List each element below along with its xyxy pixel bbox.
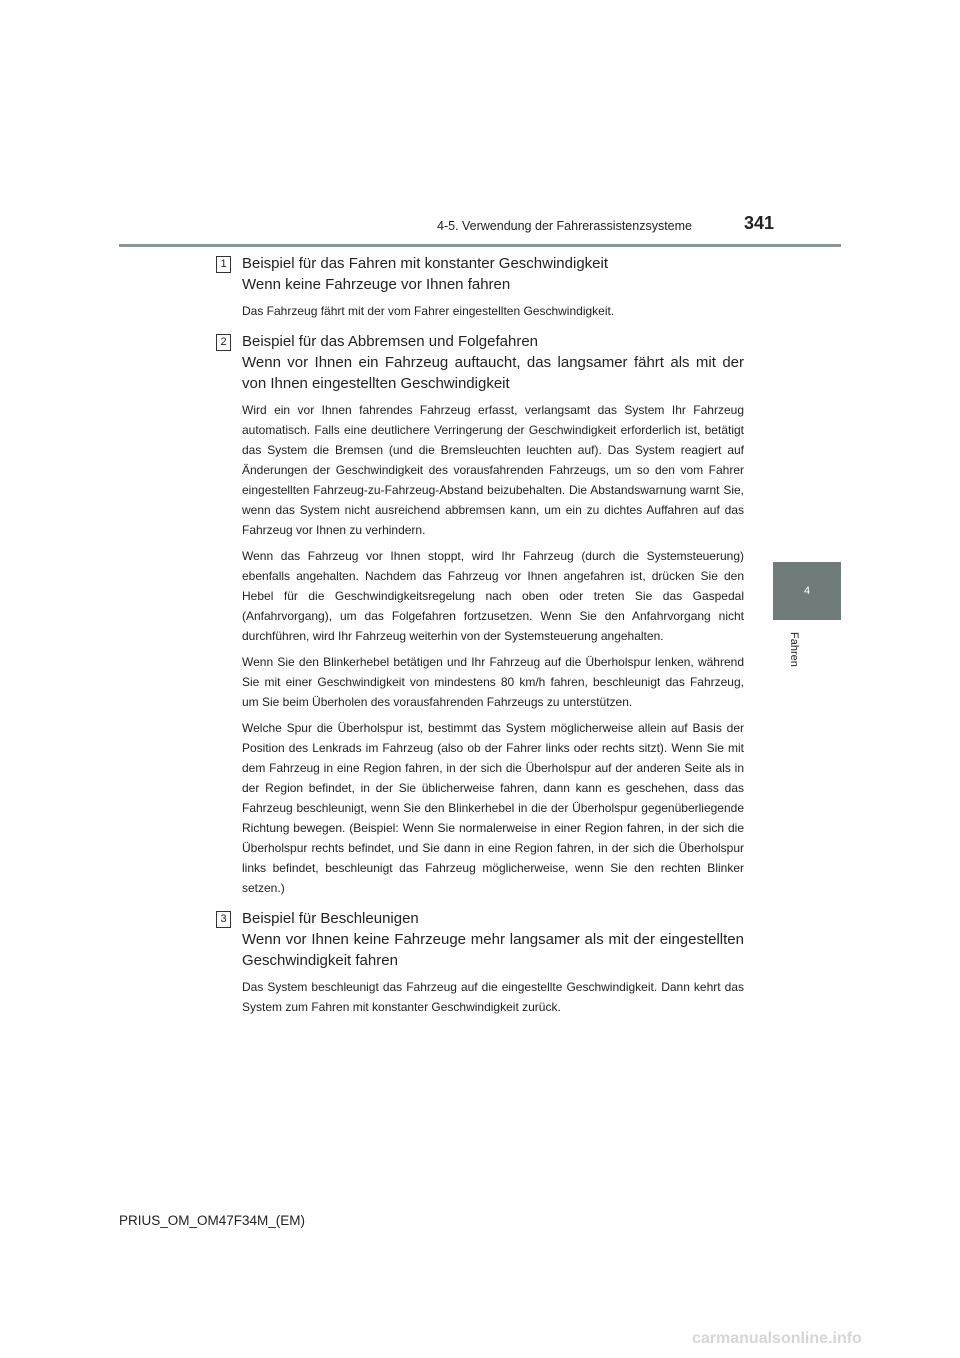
header-section-title: 4-5. Verwendung der Fahrerassistenzsysteme — [437, 219, 692, 233]
paragraph: Das System beschleunigt das Fahrzeug auf die eingestellte Geschwindigkeit. Dann kehrt das System zum Fahren mit konstanter Geschwindigkeit zurück. — [242, 980, 744, 1014]
section-heading: Beispiel für das Fahren mit konstanter Geschwindigkeit — [242, 255, 609, 272]
page-number: 341 — [744, 213, 775, 233]
section-subheading: Wenn vor Ihnen ein Fahrzeug auftaucht, das langsamer fährt als mit der von Ihnen eingestellten Geschwindigkeit — [242, 354, 744, 392]
header-divider — [119, 244, 841, 247]
section-number-badge: 3 — [216, 911, 231, 928]
section-number-badge: 1 — [216, 256, 231, 273]
paragraph: Welche Spur die Überholspur ist, bestimmt das System möglicherweise allein auf Basis der Position des Lenkrads im Fahrzeug (also ob der Fahrer links oder rechts sitzt). Wenn Sie mit dem Fahrzeug in eine Region fahren, in der sich die Überholspur auf der anderen Seite als in der Region befindet, in der Sie üblicherweise fahren, dann kann es geschehen, dass das Fahrzeug beschleunigt, wenn Sie den Blinkerhebel in die der Überholspur gegenüberliegende Richtung bewegen. (Beispiel: Wenn Sie normalerweise in einer Region fahren, in der sich die Überholspur rechts befindet, und Sie dann in eine Region fahren, in der sich die Überholspur links befindet, beschleunigt das Fahrzeug möglicherweise, wenn Sie den rechten Blinker setzen.) — [242, 721, 744, 895]
section-heading: Beispiel für Beschleunigen — [242, 910, 419, 927]
section-subheading: Wenn vor Ihnen keine Fahrzeuge mehr langsamer als mit der eingestellten Geschwindigkeit fahren — [242, 931, 744, 969]
chapter-label: Fahren — [788, 632, 800, 667]
footer-document-code: PRIUS_OM_OM47F34M_(EM) — [119, 1213, 306, 1228]
section-number-badge: 2 — [216, 334, 231, 351]
main-content — [220, 253, 744, 1027]
paragraph: Wenn das Fahrzeug vor Ihnen stoppt, wird Ihr Fahrzeug (durch die Systemsteuerung) ebenfalls angehalten. Nachdem das Fahrzeug vor Ihnen angefahren ist, drücken Sie den Hebel für die Geschwindigkeitsregelung nach oben oder treten Sie das Gaspedal (Anfahrvorgang), um das Folgefahren fortzusetzen. Wenn Sie den Anfahrvorgang nicht durchführen, wird Ihr Fahrzeug weiterhin von der Systemsteuerung angehalten. — [242, 549, 744, 643]
section-subheading: Wenn keine Fahrzeuge vor Ihnen fahren — [242, 276, 511, 293]
paragraph: Das Fahrzeug fährt mit der vom Fahrer eingestellten Geschwindigkeit. — [242, 304, 615, 318]
chapter-number: 4 — [803, 585, 811, 597]
paragraph: Wenn Sie den Blinkerhebel betätigen und Ihr Fahrzeug auf die Überholspur lenken, während Sie mit einer Geschwindigkeit von mindestens 80 km/h fahren, beschleunigt das Fahrzeug, um Sie beim Überholen des vorausfahrenden Fahrzeugs zu unterstützen. — [242, 655, 744, 709]
section-1 — [220, 253, 744, 321]
section-2 — [220, 331, 744, 898]
paragraph: Wird ein vor Ihnen fahrendes Fahrzeug erfasst, verlangsamt das System Ihr Fahrzeug automatisch. Falls eine deutlichere Verringerung der Geschwindigkeit erforderlich ist, betätigt das System die Bremsen (und die Bremsleuchten leuchten auf). Das System reagiert auf Änderungen der Geschwindigkeit des vorausfahrenden Fahrzeugs, um so den vom Fahrer eingestellten Fahrzeug-zu-Fahrzeug-Abstand beizubehalten. Die Abstandswarnung warnt Sie, wenn das System nicht ausreichend abbremsen kann, um ein zu dichtes Auffahren auf das Fahrzeug vor Ihnen zu verhindern. — [242, 403, 744, 537]
chapter-tab — [773, 562, 841, 620]
watermark: carmanualsonline.info — [692, 1330, 862, 1347]
section-heading: Beispiel für das Abbremsen und Folgefahren — [242, 333, 539, 350]
section-3 — [220, 908, 744, 1017]
